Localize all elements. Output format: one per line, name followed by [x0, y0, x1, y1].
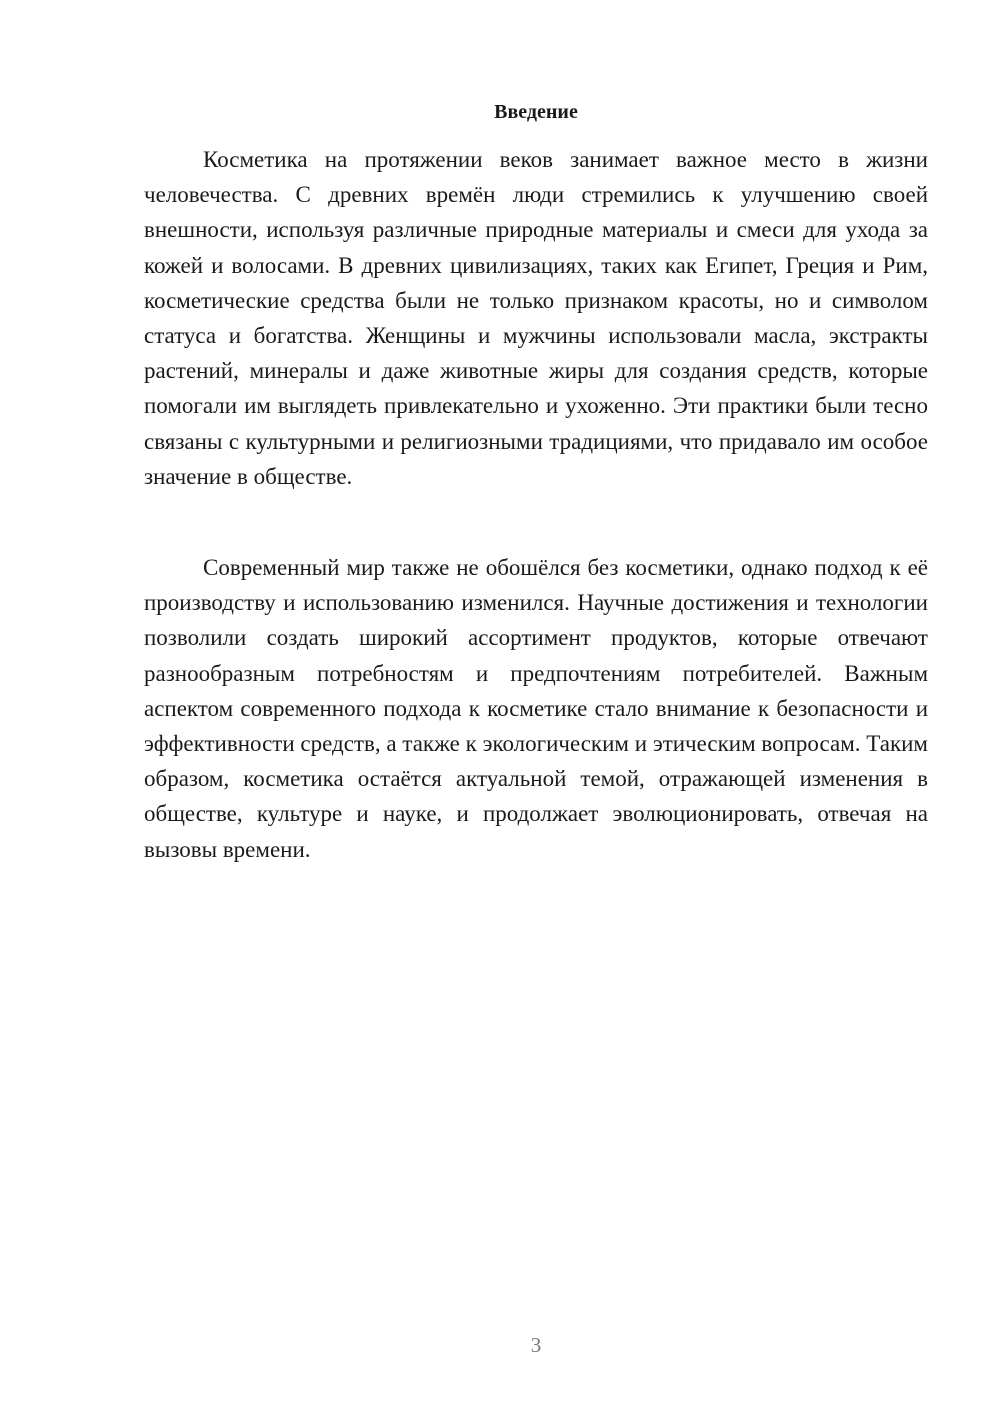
paragraph-1: Косметика на протяжении веков занимает важное место в жизни человечества. С древних времён люди стремились к улучшению своей внешности, используя различные природные материалы и смеси для ухода за кожей и волосами. В древних цивилизациях, таких как Египет, Греция и Рим, косметические средства были не только признаком красоты, но и символом статуса и богатства. Женщины и мужчины использовали масла, экстракты растений, минералы и даже животные жиры для создания средств, которые помогали им выглядеть привлекательно и ухоженно. Эти практики были тесно связаны с культурными и религиозными традициями, что придавало им особое значение в обществе.: [144, 147, 928, 489]
page-number: 3: [530, 1333, 542, 1357]
paragraph-2: Современный мир также не обошёлся без косметики, однако подход к её производству и использованию изменился. Научные достижения и технологии позволили создать широкий ассортимент продуктов, которые отвечают разнообразным потребностям и предпочтениям потребителей. Важным аспектом современного подхода к косметике стало внимание к безопасности и эффективности средств, а также к экологическим и этическим вопросам. Таким образом, косметика остаётся актуальной темой, отражающей изменения в обществе, культуре и науке, и продолжает эволюционировать, отвечая на вызовы времени.: [144, 555, 928, 862]
page-title: Введение: [494, 101, 578, 123]
